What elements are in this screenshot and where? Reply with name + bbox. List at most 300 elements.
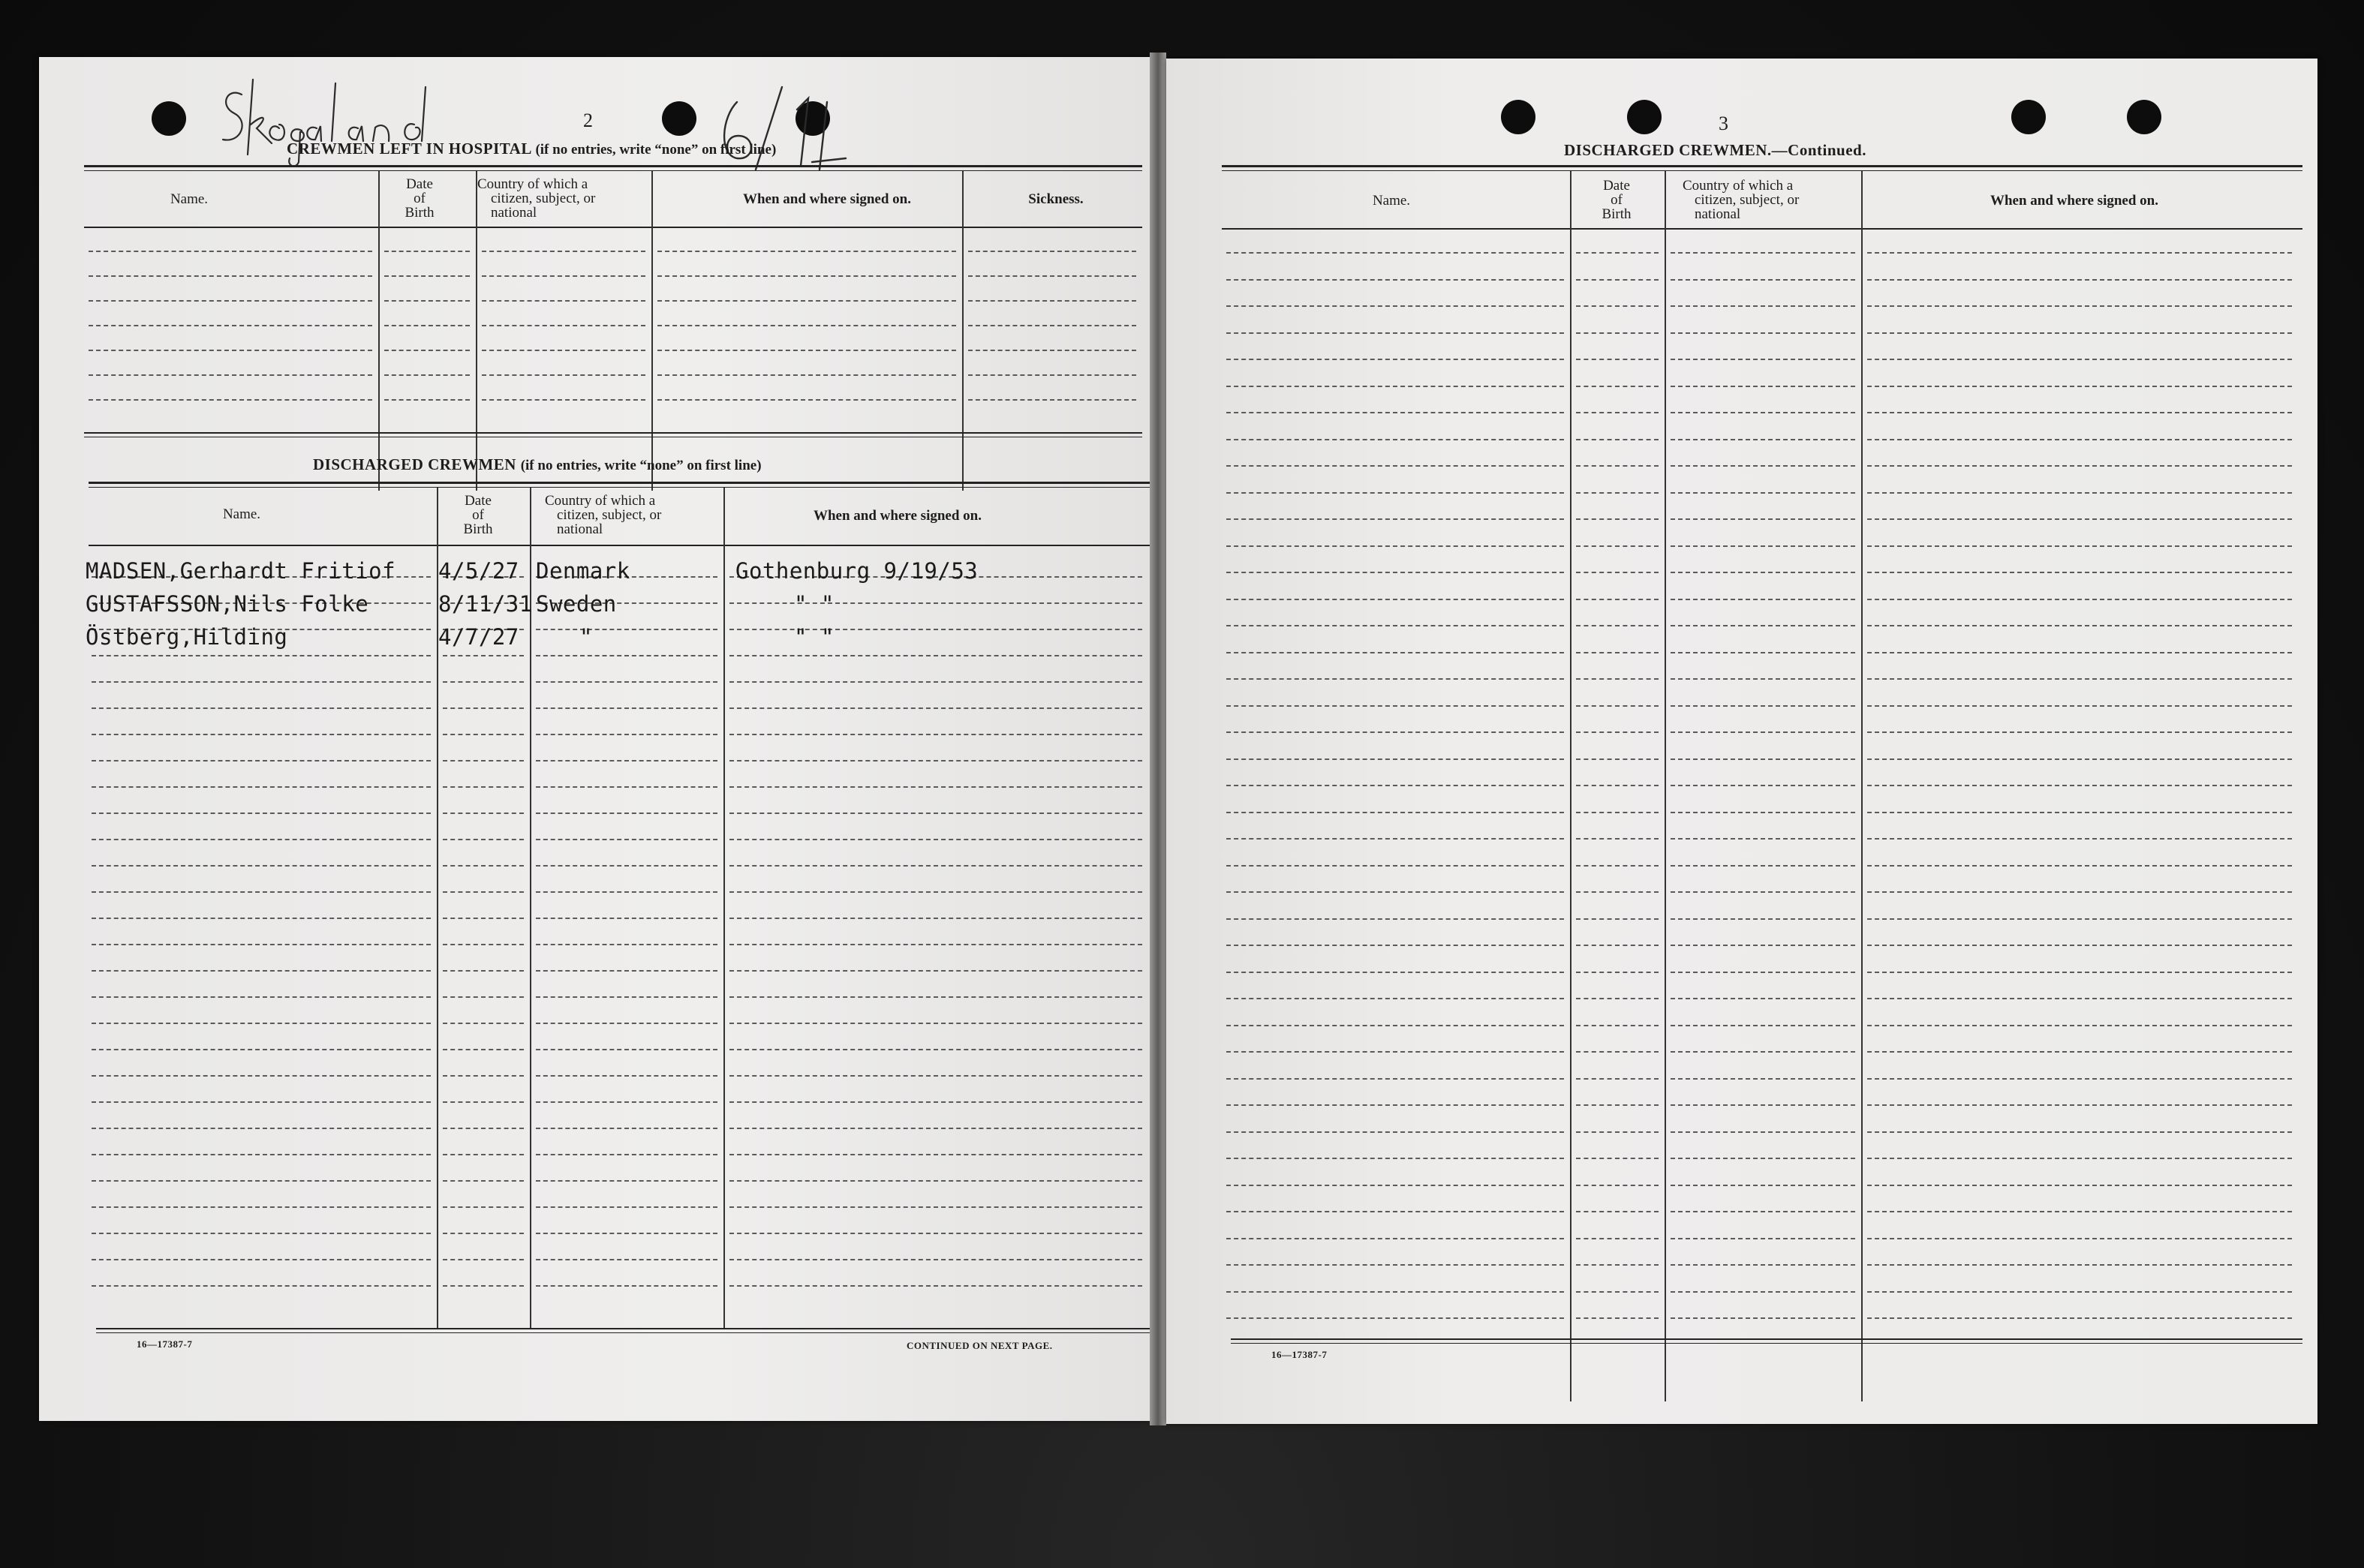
column-divider [723, 488, 725, 1328]
discharged-title-note: (if no entries, write “none” on first line) [520, 458, 762, 473]
column-divider [1665, 171, 1666, 1401]
blank-entry-line [1867, 1078, 2292, 1080]
blank-entry-line [1671, 359, 1855, 360]
punch-hole [2127, 100, 2161, 134]
blank-entry-line [536, 760, 717, 761]
blank-entry-line [968, 300, 1136, 302]
blank-entry-line [443, 996, 524, 998]
blank-entry-line [1671, 838, 1855, 840]
blank-entry-line [1576, 785, 1659, 786]
blank-entry-line [729, 944, 1142, 945]
blank-entry-line [729, 1075, 1142, 1077]
header-dob-line: Date [406, 176, 433, 192]
blank-entry-line [1576, 359, 1659, 360]
blank-entry-line [1867, 1211, 2292, 1212]
blank-entry-line [384, 399, 470, 401]
discharged-header-rule [89, 545, 1150, 546]
blank-entry-line [1226, 279, 1564, 281]
blank-entry-line [1867, 1264, 2292, 1266]
crew-name: MADSEN,Gerhardt Fritiof [86, 558, 396, 584]
blank-entry-line [443, 918, 524, 919]
blank-entry-line [1671, 1291, 1855, 1293]
blank-entry-line [443, 970, 524, 972]
blank-entry-line [1867, 332, 2292, 334]
blank-entry-line [92, 918, 431, 919]
blank-entry-line [1226, 945, 1564, 946]
header-country-line: Country of which a [477, 176, 588, 192]
blank-entry-line [1226, 1051, 1564, 1053]
crew-name: Östberg,Hilding [86, 624, 288, 650]
blank-entry-line [729, 1154, 1142, 1155]
blank-entry-line [729, 707, 1142, 709]
blank-entry-line [1226, 1158, 1564, 1159]
blank-entry-line [729, 1128, 1142, 1129]
blank-entry-line [536, 629, 717, 630]
blank-entry-line [1867, 1317, 2292, 1319]
blank-entry-line [536, 996, 717, 998]
blank-entry-line [729, 918, 1142, 919]
blank-entry-line [92, 681, 431, 683]
blank-entry-line [729, 970, 1142, 972]
discharged-section-title [313, 455, 762, 474]
blank-entry-line [536, 865, 717, 867]
blank-entry-line [968, 374, 1136, 376]
header-dob-line: Date [465, 493, 492, 509]
blank-entry-line [729, 996, 1142, 998]
blank-entry-line [89, 374, 372, 376]
header-country-line: Country of which a [545, 493, 656, 509]
blank-entry-line [536, 944, 717, 945]
hospital-header-rule [84, 227, 1142, 228]
punch-hole [1627, 100, 1662, 134]
blank-entry-line [92, 1206, 431, 1208]
blank-entry-line [1867, 1025, 2292, 1026]
blank-entry-line [1226, 332, 1564, 334]
crew-dob: 4/7/27 [438, 624, 519, 650]
blank-entry-line [92, 655, 431, 656]
blank-entry-line [1226, 545, 1564, 547]
blank-entry-line [657, 300, 956, 302]
header-dob-line: Birth [463, 521, 493, 537]
blank-entry-line [1576, 972, 1659, 973]
blank-entry-line [1576, 1131, 1659, 1133]
blank-entry-line [443, 707, 524, 709]
blank-entry-line [1671, 1104, 1855, 1106]
blank-entry-line [1226, 705, 1564, 707]
blank-entry-line [482, 275, 645, 277]
blank-entry-line [536, 1075, 717, 1077]
blank-entry-line [482, 374, 645, 376]
blank-entry-line [92, 839, 431, 840]
blank-entry-line [92, 760, 431, 761]
blank-entry-line [536, 1154, 717, 1155]
header-country-line: citizen, subject, or [491, 191, 596, 206]
crew-country: Sweden [536, 591, 617, 617]
blank-entry-line [1867, 1238, 2292, 1239]
right-bottom-rule [1231, 1338, 2302, 1340]
blank-entry-line [1867, 518, 2292, 520]
blank-entry-line [968, 275, 1136, 277]
blank-entry-line [482, 251, 645, 252]
blank-entry-line [536, 681, 717, 683]
blank-entry-line [92, 786, 431, 788]
blank-entry-line [92, 1285, 431, 1287]
blank-entry-line [536, 1285, 717, 1287]
blank-entry-line [443, 839, 524, 840]
blank-entry-line [729, 1101, 1142, 1103]
punch-hole [152, 101, 186, 136]
right-header-country [1671, 179, 1866, 221]
blank-entry-line [1226, 918, 1564, 920]
blank-entry-line [1671, 1211, 1855, 1212]
blank-entry-line [1576, 386, 1659, 387]
blank-entry-line [92, 1023, 431, 1024]
blank-entry-line [89, 399, 372, 401]
blank-entry-line [1867, 1291, 2292, 1293]
blank-entry-line [1671, 918, 1855, 920]
blank-entry-line [536, 1128, 717, 1129]
blank-entry-line [1671, 518, 1855, 520]
blank-entry-line [1671, 705, 1855, 707]
header-country-line: citizen, subject, or [557, 507, 662, 523]
header-country-line: national [1695, 206, 1741, 222]
blank-entry-line [536, 1259, 717, 1260]
form-number: 16—17387-7 [1271, 1349, 1328, 1360]
blank-entry-line [482, 300, 645, 302]
right-section-title: DISCHARGED CREWMEN.—Continued. [1564, 141, 1866, 159]
header-country-line: Country of which a [1683, 178, 1794, 194]
hospital-bottom-rule [84, 432, 1142, 434]
blank-entry-line [1671, 1238, 1855, 1239]
blank-entry-line [92, 707, 431, 709]
blank-entry-line [729, 1259, 1142, 1260]
blank-entry-line [1226, 972, 1564, 973]
blank-entry-line [1226, 891, 1564, 893]
blank-entry-line [1576, 1104, 1659, 1106]
hospital-title-text: CREWMEN LEFT IN HOSPITAL [287, 140, 531, 158]
crew-dob: 4/5/27 [438, 558, 519, 584]
blank-entry-line [1867, 412, 2292, 413]
blank-entry-line [1867, 572, 2292, 573]
blank-entry-line [1867, 465, 2292, 467]
blank-entry-line [729, 1206, 1142, 1208]
blank-entry-line [729, 813, 1142, 814]
blank-entry-line [1226, 492, 1564, 494]
blank-entry-line [1671, 1025, 1855, 1026]
blank-entry-line [89, 350, 372, 351]
blank-entry-line [443, 1180, 524, 1182]
hospital-header-dob [378, 177, 461, 220]
right-top-rule [1222, 165, 2302, 167]
blank-entry-line [1576, 758, 1659, 760]
column-divider [1570, 171, 1571, 1401]
blank-entry-line [536, 1233, 717, 1234]
blank-entry-line [1576, 865, 1659, 867]
blank-entry-line [729, 629, 1142, 630]
blank-entry-line [536, 970, 717, 972]
blank-entry-line [1226, 1078, 1564, 1080]
blank-entry-line [1671, 1317, 1855, 1319]
blank-entry-line [1226, 678, 1564, 680]
blank-entry-line [1671, 332, 1855, 334]
blank-entry-line [1671, 305, 1855, 307]
blank-entry-line [384, 275, 470, 277]
blank-entry-line [89, 251, 372, 252]
blank-entry-line [1671, 572, 1855, 573]
discharged-bottom-rule-thin [96, 1332, 1150, 1333]
blank-entry-line [92, 1075, 431, 1077]
blank-entry-line [443, 1049, 524, 1050]
blank-entry-line [89, 300, 372, 302]
blank-entry-line [1867, 359, 2292, 360]
blank-entry-line [729, 839, 1142, 840]
blank-entry-line [1867, 492, 2292, 494]
blank-entry-line [1576, 1051, 1659, 1053]
blank-entry-line [1576, 945, 1659, 946]
blank-entry-line [1867, 279, 2292, 281]
blank-entry-line [92, 1233, 431, 1234]
hospital-header-signed: When and where signed on. [742, 191, 911, 207]
blank-entry-line [92, 891, 431, 893]
blank-entry-line [443, 813, 524, 814]
blank-entry-line [443, 865, 524, 867]
blank-entry-line [657, 399, 956, 401]
blank-entry-line [1867, 812, 2292, 813]
blank-entry-line [1867, 705, 2292, 707]
blank-entry-line [1671, 891, 1855, 893]
blank-entry-line [443, 1206, 524, 1208]
blank-entry-line [1576, 1238, 1659, 1239]
blank-entry-line [1576, 412, 1659, 413]
blank-entry-line [1671, 599, 1855, 600]
blank-entry-line [657, 350, 956, 351]
blank-entry-line [1576, 1211, 1659, 1212]
header-dob-line: of [1611, 192, 1623, 208]
blank-entry-line [1867, 731, 2292, 733]
crew-name: GUSTAFSSON,Nils Folke [86, 591, 369, 617]
blank-entry-line [1576, 545, 1659, 547]
blank-entry-line [1671, 1078, 1855, 1080]
blank-entry-line [1576, 652, 1659, 653]
blank-entry-line [1671, 412, 1855, 413]
blank-entry-line [1867, 305, 2292, 307]
blank-entry-line [92, 1259, 431, 1260]
blank-entry-line [482, 350, 645, 351]
blank-entry-line [729, 786, 1142, 788]
blank-entry-line [482, 399, 645, 401]
crew-country: " [579, 624, 593, 650]
blank-entry-line [1576, 731, 1659, 733]
header-dob-line: Birth [1602, 206, 1632, 222]
crew-signed: Gothenburg 9/19/53 [735, 558, 979, 584]
header-dob-line: Date [1603, 178, 1630, 194]
crew-country: Denmark [536, 558, 630, 584]
blank-entry-line [1867, 1158, 2292, 1159]
blank-entry-line [968, 251, 1136, 252]
blank-entry-line [443, 1233, 524, 1234]
blank-entry-line [1576, 572, 1659, 573]
blank-entry-line [729, 734, 1142, 735]
blank-entry-line [1576, 332, 1659, 334]
blank-entry-line [1226, 1211, 1564, 1212]
blank-entry-line [92, 996, 431, 998]
hospital-top-rule [84, 165, 1142, 167]
right-bottom-rule-thin [1231, 1343, 2302, 1344]
blank-entry-line [729, 1233, 1142, 1234]
blank-entry-line [1867, 545, 2292, 547]
blank-entry-line [384, 350, 470, 351]
blank-entry-line [536, 1101, 717, 1103]
blank-entry-line [443, 1075, 524, 1077]
blank-entry-line [1576, 678, 1659, 680]
blank-entry-line [384, 251, 470, 252]
blank-entry-line [536, 786, 717, 788]
blank-entry-line [1576, 465, 1659, 467]
blank-entry-line [536, 918, 717, 919]
blank-entry-line [92, 1049, 431, 1050]
discharged-header-country [534, 494, 714, 536]
column-divider [476, 171, 477, 491]
right-top-rule-thin [1222, 170, 2302, 171]
blank-entry-line [1867, 891, 2292, 893]
blank-entry-line [536, 891, 717, 893]
blank-entry-line [1576, 599, 1659, 600]
blank-entry-line [1226, 439, 1564, 440]
blank-entry-line [443, 1023, 524, 1024]
punch-hole [662, 101, 696, 136]
right-header-name: Name. [1372, 193, 1411, 209]
blank-entry-line [1226, 412, 1564, 413]
blank-entry-line [443, 1259, 524, 1260]
blank-entry-line [89, 325, 372, 326]
blank-entry-line [1226, 252, 1564, 254]
blank-entry-line [1867, 252, 2292, 254]
crew-signed: " " [794, 624, 835, 650]
blank-entry-line [1226, 1264, 1564, 1266]
blank-entry-line [1226, 998, 1564, 999]
blank-entry-line [1671, 625, 1855, 626]
blank-entry-line [1226, 1131, 1564, 1133]
blank-entry-line [1671, 758, 1855, 760]
right-page [1166, 59, 2317, 1424]
column-divider [651, 171, 653, 491]
blank-entry-line [92, 813, 431, 814]
blank-entry-line [536, 1206, 717, 1208]
blank-entry-line [92, 1154, 431, 1155]
blank-entry-line [1226, 518, 1564, 520]
blank-entry-line [1867, 386, 2292, 387]
blank-entry-line [1867, 1185, 2292, 1186]
blank-entry-line [536, 655, 717, 656]
blank-entry-line [657, 374, 956, 376]
blank-entry-line [1576, 812, 1659, 813]
blank-entry-line [1576, 279, 1659, 281]
blank-entry-line [1226, 599, 1564, 600]
header-dob-line: of [414, 191, 426, 206]
blank-entry-line [384, 300, 470, 302]
blank-entry-line [1867, 599, 2292, 600]
blank-entry-line [1226, 386, 1564, 387]
blank-entry-line [1867, 865, 2292, 867]
blank-entry-line [92, 1180, 431, 1182]
blank-entry-line [92, 1101, 431, 1103]
hospital-title-note: (if no entries, write “none” on first line) [535, 142, 777, 158]
blank-entry-line [1226, 572, 1564, 573]
blank-entry-line [729, 1023, 1142, 1024]
discharged-header-dob [437, 494, 519, 536]
blank-entry-line [1671, 386, 1855, 387]
blank-entry-line [968, 350, 1136, 351]
crew-signed: " " [794, 591, 835, 617]
blank-entry-line [1226, 1238, 1564, 1239]
blank-entry-line [1671, 545, 1855, 547]
blank-entry-line [536, 839, 717, 840]
blank-entry-line [1576, 492, 1659, 494]
blank-entry-line [1576, 1264, 1659, 1266]
right-header-signed: When and where signed on. [1990, 193, 2158, 209]
blank-entry-line [536, 1049, 717, 1050]
blank-entry-line [1226, 785, 1564, 786]
blank-entry-line [1671, 465, 1855, 467]
blank-entry-line [443, 760, 524, 761]
blank-entry-line [1226, 625, 1564, 626]
blank-entry-line [1867, 652, 2292, 653]
blank-entry-line [443, 734, 524, 735]
punch-hole [2011, 100, 2046, 134]
blank-entry-line [657, 275, 956, 277]
blank-entry-line [1671, 998, 1855, 999]
blank-entry-line [536, 813, 717, 814]
continued-note: CONTINUED ON NEXT PAGE. [907, 1340, 1053, 1351]
blank-entry-line [1576, 918, 1659, 920]
blank-entry-line [443, 681, 524, 683]
blank-entry-line [1867, 439, 2292, 440]
blank-entry-line [1867, 838, 2292, 840]
right-header-dob [1571, 179, 1662, 221]
blank-entry-line [1226, 652, 1564, 653]
header-country-line: national [491, 205, 537, 221]
blank-entry-line [1576, 305, 1659, 307]
blank-entry-line [1671, 1185, 1855, 1186]
blank-entry-line [1671, 492, 1855, 494]
blank-entry-line [729, 891, 1142, 893]
blank-entry-line [384, 374, 470, 376]
blank-entry-line [1226, 1185, 1564, 1186]
header-country-line: citizen, subject, or [1695, 192, 1800, 208]
blank-entry-line [1671, 439, 1855, 440]
blank-entry-line [1226, 1291, 1564, 1293]
blank-entry-line [1576, 1291, 1659, 1293]
blank-entry-line [1671, 812, 1855, 813]
crew-dob: 8/11/31 [438, 591, 533, 617]
blank-entry-line [968, 399, 1136, 401]
blank-entry-line [657, 251, 956, 252]
blank-entry-line [482, 325, 645, 326]
hospital-section-title [287, 140, 776, 158]
blank-entry-line [1576, 1185, 1659, 1186]
blank-entry-line [1867, 972, 2292, 973]
header-dob-line: of [472, 507, 484, 523]
blank-entry-line [729, 602, 1142, 604]
blank-entry-line [729, 681, 1142, 683]
handwritten-date-mark [714, 80, 865, 177]
blank-entry-line [536, 734, 717, 735]
blank-entry-line [1867, 918, 2292, 920]
blank-entry-line [1867, 1051, 2292, 1053]
blank-entry-line [443, 1285, 524, 1287]
blank-entry-line [968, 325, 1136, 326]
blank-entry-line [1867, 625, 2292, 626]
